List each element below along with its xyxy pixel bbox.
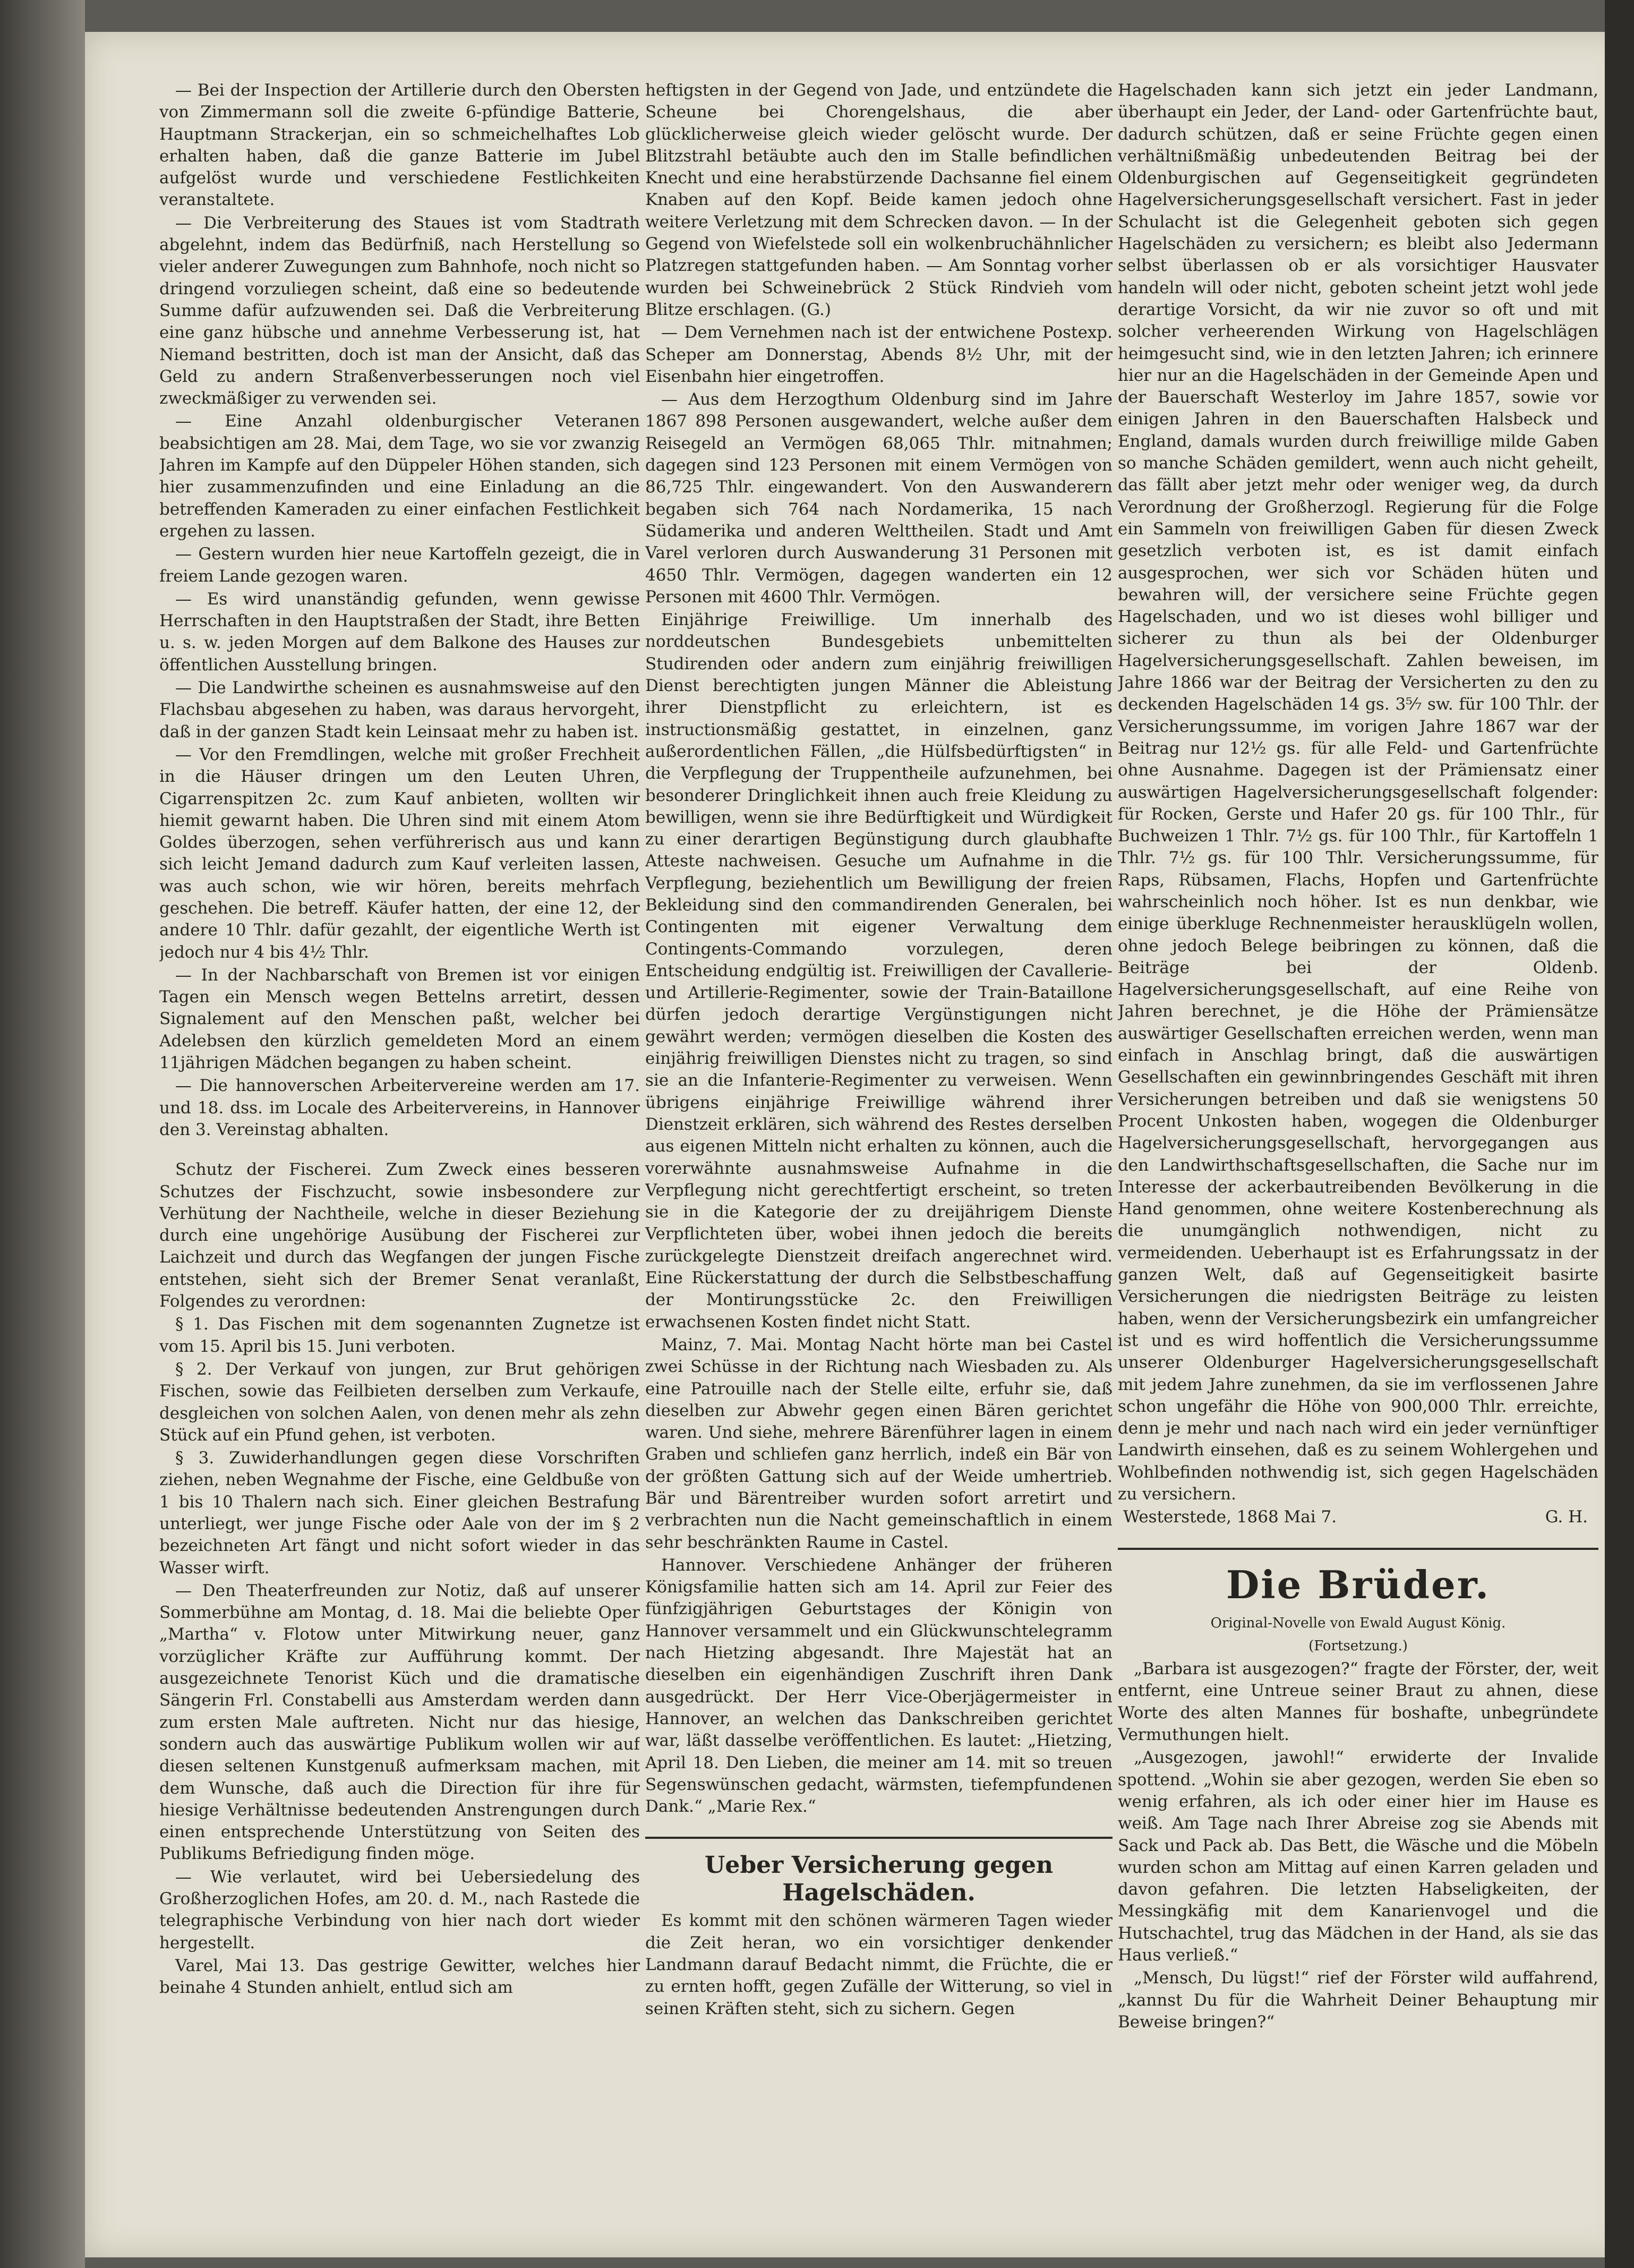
paragraph: — Vor den Fremdlingen, welche mit großer Frechheit in die Häuser dringen um den Leuten Uhren, Cigarrenspitzen 2c. zum Kauf anbieten, wollten wir hiemit gewarnt haben. Die Uhren sind mit einem Atom Goldes überzogen, sehen verführerisch aus und kann sich leicht Jemand dadurch zum Kauf verleiten lassen, was auch schon, wie wir hören, bereits mehrfach geschehen. Die betreff. Käufer hatten, der eine 12, der andere 10 Thlr. dafür gezahlt, der eigentliche Werth ist jedoch nur 4 bis 4½ Thlr. xyxy=(159,745,640,962)
newspaper-page xyxy=(85,32,1628,2257)
paragraph: Varel, Mai 13. Das gestrige Gewitter, welches hier beinahe 4 Stunden anhielt, entlud sich am xyxy=(159,1956,640,1998)
section-paragraph: Schutz der Fischerei. Zum Zweck eines besseren Schutzes der Fischzucht, sowie insbesondere zur Verhütung der Nachtheile, welche in dieser Beziehung durch eine ungehörige Ausübung der Fischerei zur Laichzeit und durch das Wegfangen der jungen Fische entstehen, sieht sich der Bremer Senat veranlaßt, Folgendes zu verordnen: xyxy=(159,1160,640,1311)
column-3 xyxy=(1118,80,1598,2247)
novel-title: Die Brüder. xyxy=(1226,1562,1491,1607)
paragraph: — Aus dem Herzogthum Oldenburg sind im Jahre 1867 898 Personen ausgewandert, welche außer dem Reisegeld an Vermögen 68,065 Thlr. mitnahmen; dagegen sind 123 Personen mit einem Vermögen von 86,725 Thlr. eingewandert. Von den Auswanderern begaben sich 764 nach Nordamerika, 15 nach Südamerika und anderen Welttheilen. Stadt und Amt Varel verloren durch Auswanderung 31 Personen mit 4650 Thlr. Vermögen, dagegen wanderten ein 12 Personen mit 4600 Thlr. Vermögen. xyxy=(645,390,1113,607)
paragraph: Hannover. Verschiedene Anhänger der früheren Königsfamilie hatten sich am 14. April zur Feier des fünfzigjährigen Geburtstages der Königin von Hannover versammelt und ein Glückwunschtelegramm nach Hietzing abgesandt. Ihre Majestät hat an dieselben ein eigenhändigen Zuschrift ihren Dank ausgedrückt. Der Herr Vice-Oberjägermeister in Hannover, an welchen das Dankschreiben gerichtet war, läßt dasselbe veröffentlichen. Es lautet: „Hietzing, April 18. Den Lieben, die meiner am 14. mit so treuen Segenswünschen gedacht, wärmsten, tiefempfundenen Dank.“ „Marie Rex.“ xyxy=(645,1555,1113,1817)
divider xyxy=(1118,1548,1598,1550)
novel-subtitle: Original-Novelle von Ewald August König. xyxy=(1210,1615,1506,1631)
paragraph: § 1. Das Fischen mit dem sogenannten Zugnetze ist vom 15. April bis 15. Juni verboten. xyxy=(159,1315,640,1356)
section-paragraph: Einjährige Freiwillige. Um innerhalb des norddeutschen Bundesgebiets unbemittelten Studirenden oder andern zum einjährig freiwilligen Dienst berechtigten jungen Männer die Ableistung ihrer Dienstpflicht zu erleichtern, ist es instructionsmäßig gestattet, in einzelnen, ganz außerordentlichen Fällen, „die Hülfsbedürftigsten“ in die Verpflegung der Truppentheile aufzunehmen, bei besonderer Dringlichkeit ihnen auch freie Kleidung zu bewilligen, wenn sie ihre Bedürftigkeit und Würdigkeit zu einer derartigen Begünstigung durch glaubhafte Atteste nachweisen. Gesuche um Aufnahme in die Verpflegung, beziehentlich um Bewilligung der freien Bekleidung sind den commandirenden Generalen, bei Contingenten mit eigener Verwaltung dem Contingents-Commando vorzulegen, deren Entscheidung endgültig ist. Freiwilligen der Cavallerie- und Artillerie-Regimenter, sowie der Train-Bataillone dürfen jedoch derartige Vergünstigungen nicht gewährt werden; vermögen dieselben die Kosten des einjährig freiwilligen Dienstes nicht zu tragen, so sind sie an die Infanterie-Regimenter zu verweisen. Wenn übrigens einjährige Freiwillige während ihrer Dienstzeit erklären, sich während des Restes derselben aus eigenen Mitteln nicht erhalten zu können, auch die vorerwähnte ausnahmsweise Aufnahme in die Verpflegung nicht gerechtfertigt erscheint, so treten sie in die Kategorie der zu dreijährigem Dienste Verpflichteten über, wobei ihnen jedoch die bereits zurückgelegte Dienstzeit dreifach angerechnet wird. Eine Rückerstattung der durch die Selbstbeschaffung der Montirungsstücke 2c. den Freiwilligen erwachsenen Kosten findet nicht Statt. xyxy=(645,610,1113,1332)
paragraph: § 3. Zuwiderhandlungen gegen diese Vorschriften ziehen, neben Wegnahme der Fische, eine Geldbuße von 1 bis 10 Thalern nach sich. Einer gleichen Bestrafung unterliegt, wer junge Fische oder Aale von der im § 2 bezeichneten Art fängt und nicht sofort wieder in das Wasser wirft. xyxy=(159,1448,640,1578)
scan-shadow-left xyxy=(0,0,85,2268)
paragraph: — Die hannoverschen Arbeitervereine werden am 17. und 18. dss. im Locale des Arbeitervereins, in Hannover den 3. Vereinstag abhalten. xyxy=(159,1076,640,1139)
paragraph: — Die Verbreiterung des Staues ist vom Stadtrath abgelehnt, indem das Bedürfniß, nach Herstellung so vieler anderer Zuwegungen zum Bahnhofe, noch nicht so dringend vorzuliegen scheint, daß eine so bedeutende Summe dafür aufzuwenden sei. Daß die Verbreiterung eine ganz hübsche und annehme Verbesserung ist, hat Niemand bestritten, doch ist man der Ansicht, daß das Geld zu andern Straßenverbesserungen noch viel zweckmäßiger zu verwenden sei. xyxy=(159,213,640,408)
column-2 xyxy=(645,80,1113,2247)
paragraph: — Den Theaterfreunden zur Notiz, daß auf unserer Sommerbühne am Montag, d. 18. Mai die beliebte Oper „Martha“ v. Flotow unter Mitwirkung neuer, ganz vorzüglicher Kräfte zur Aufführung kommt. Der ausgezeichnete Tenorist Küch und die dramatische Sängerin Frl. Constabelli aus Amsterdam werden dann zum ersten Male auftreten. Nicht nur das hiesige, sondern auch das auswärtige Publikum wollen wir auf diesen seltenen Kunstgenuß aufmerksam machen, mit dem Wunsche, daß auch die Direction für ihre für hiesige Verhältnisse bedeutenden Anstrengungen durch einen entsprechende Unterstützung von Seiten des Publikums Befriedigung finden möge. xyxy=(159,1581,640,1864)
paragraph: — Eine Anzahl oldenburgischer Veteranen beabsichtigen am 28. Mai, dem Tage, wo sie vor zwanzig Jahren im Kampfe auf den Düppeler Höhen standen, sich hier zusammenzufinden und eine Einladung an die betreffenden Kameraden zu einer einfachen Festlichkeit ergehen zu lassen. xyxy=(159,412,640,541)
novel-continuation: (Fortsetzung.) xyxy=(1308,1638,1408,1654)
signature-place-date: Westerstede, 1868 Mai 7. xyxy=(1123,1507,1337,1527)
paragraph: heftigsten in der Gegend von Jade, und entzündete die Scheune bei Chorengelshaus, die aber glücklicherweise gleich wieder gelöscht wurde. Der Blitzstrahl betäubte auch den im Stalle befindlichen Knecht und eine herabstürzende Dachsanne fiel einem Knaben auf den Kopf. Beide kamen jedoch ohne weitere Verletzung mit dem Schrecken davon. — In der Gegend von Wiefelstede soll ein wolkenbruchähnlicher Platzregen stattgefunden haben. — Am Sonntag vorher wurden bei Schweinebrück 2 Stück Rindvieh vom Blitze erschlagen. (G.) xyxy=(645,81,1113,319)
paragraph: — Bei der Inspection der Artillerie durch den Obersten von Zimmermann soll die zweite 6-pfündige Batterie, Hauptmann Strackerjan, ein so schmeichelhaftes Lob erhalten haben, daß die ganze Batterie im Jubel aufgelöst wurde und verschiedene Festlichkeiten veranstaltete. xyxy=(159,81,640,210)
divider xyxy=(645,1837,1113,1839)
paragraph: „Mensch, Du lügst!“ rief der Förster wild auffahrend, „kannst Du für die Wahrheit Deiner Behauptung mir Beweise bringen?“ xyxy=(1118,1968,1598,2032)
paragraph: — Es wird unanständig gefunden, wenn gewisse Herrschaften in den Hauptstraßen der Stadt, ihre Betten u. s. w. jeden Morgen auf dem Balkone des Hauses zur öffentlichen Ausstellung bringen. xyxy=(159,589,640,675)
paragraph: „Ausgezogen, jawohl!“ erwiderte der Invalide spottend. „Wohin sie aber gezogen, werden Sie eben so wenig erfahren, als ich oder einer hier im Hause es weiß. Am Tage nach Ihrer Abreise zog sie Abends mit Sack und Pack ab. Das Bett, die Wäsche und die Möbeln wurden schon am Mittag auf einen Karren geladen und davon gefahren. Die letzten Habseligkeiten, der Messingkäfig mit dem Kanarienvogel und die Hutschachtel, trug das Mädchen in der Hand, als sie das Haus verließ.“ xyxy=(1118,1748,1598,1965)
paragraph: Mainz, 7. Mai. Montag Nacht hörte man bei Castel zwei Schüsse in der Richtung nach Wiesbaden zu. Als eine Patrouille nach der Stelle eilte, erfuhr sie, daß dieselben zur Abwehr gegen einen Bären gerichtet waren. Und siehe, mehrere Bärenführer lagen in einem Graben und schliefen ganz herrlich, indeß ein Bär von der größten Gattung sich auf der Weide umhertrieb. Bär und Bärentreiber wurden sofort arretirt und verbrachten nun die Nacht gemeinschaftlich in einem sehr beschränkten Raume in Castel. xyxy=(645,1335,1113,1552)
paragraph: — Die Landwirthe scheinen es ausnahmsweise auf den Flachsbau abgesehen zu haben, was daraus hervorgeht, daß in der ganzen Stadt kein Leinsaat mehr zu haben ist. xyxy=(159,678,640,741)
signature-line xyxy=(1118,1506,1598,1528)
paragraph: „Barbara ist ausgezogen?“ fragte der Förster, der, weit entfernt, eine Untreue seiner Braut zu ahnen, diese Worte des alten Mannes für boshafte, unbegründete Vermuthungen hielt. xyxy=(1118,1659,1598,1745)
paragraph: — Wie verlautet, wird bei Uebersiedelung des Großherzoglichen Hofes, am 20. d. M., nach Rastede die telegraphische Verbindung von hier nach dort wieder hergestellt. xyxy=(159,1867,640,1952)
article-headline: Ueber Versicherung gegen Hagelschäden. xyxy=(705,1852,1053,1907)
column-1 xyxy=(159,80,640,2247)
paragraph: § 2. Der Verkauf von jungen, zur Brut gehörigen Fischen, sowie das Feilbieten derselben zum Verkaufe, desgleichen von solchen Aalen, von denen mehr als zehn Stück auf ein Pfund gehen, ist verboten. xyxy=(159,1359,640,1445)
paragraph: Es kommt mit den schönen wärmeren Tagen wieder die Zeit heran, wo ein vorsichtiger denkender Landmann darauf Bedacht nimmt, die Früchte, die er zu ernten hofft, gegen Zufälle der Witterung, so viel in seinen Kräften steht, sich zu sichern. Gegen xyxy=(645,1911,1113,2018)
signature-initials: G. H. xyxy=(1545,1507,1588,1527)
paragraph: — Dem Vernehmen nach ist der entwichene Postexp. Scheper am Donnerstag, Abends 8½ Uhr, mit der Eisenbahn hier eingetroffen. xyxy=(645,323,1113,386)
paragraph: Hagelschaden kann sich jetzt ein jeder Landmann, überhaupt ein Jeder, der Land- oder Gartenfrüchte baut, dadurch schützen, daß er seine Früchte gegen einen verhältnißmäßig unbedeutenden Beitrag bei der Oldenburgischen auf Gegenseitigkeit gegründeten Hagelversicherungsgesellschaft versichert. Fast in jeder Schulacht ist die Gelegenheit geboten sich gegen Hagelschäden zu versichern; es bleibt also Jedermann selbst überlassen ob er als vorsichtiger Hausvater handeln will oder nicht, geboten scheint jetzt wohl jede derartige Vorsicht, da wir nie zuvor so oft und mit solcher verheerenden Wirkung von Hagelschlägen heimgesucht sind, wie in den letzten Jahren; ich erinnere hier nur an die Hagelschäden in der Gemeinde Apen und der Bauerschaft Westerloy im Jahre 1857, sowie vor einigen Jahren in den Bauerschaften Halsbeck und England, damals wurden durch freiwillige milde Gaben so manche Schäden gemildert, wenn auch nicht geheilt, das fällt aber jetzt mehr oder weniger weg, da durch Verordnung der Großherzogl. Regierung für die Folge ein Sammeln von freiwilligen Gaben für diesen Zweck gesetzlich verboten ist, es ist damit einfach ausgesprochen, wer sich vor Schäden hüten und bewahren will, der versichere seine Früchte gegen Hagelschaden, und wo ist dieses wohl billiger und sicherer zu thun als bei der Oldenburger Hagelversicherungsgesellschaft. Zahlen beweisen, im Jahre 1866 war der Beitrag der Versicherten zu den zu deckenden Hagelschäden 14 gs. 3⁵⁄₇ sw. für 100 Thlr. der Versicherungssumme, im vorigen Jahre 1867 war der Beitrag nur 12½ gs. für alle Feld- und Gartenfrüchte ohne Ausnahme. Dagegen ist der Prämiensatz einer auswärtigen Hagelversicherungsgesellschaft folgender: für Rocken, Gerste und Hafer 20 gs. für 100 Thlr., für Buchweizen 1 Thlr. 7½ gs. für 100 Thlr., für Kartoffeln 1 Thlr. 7½ gs. für 100 Thlr. Versicherungssumme, für Raps, Rübsamen, Flachs, Hopfen und Gartenfrüchte wahrscheinlich noch höher. Ist es nun denkbar, wie einige überkluge Rechnenmeister herausklügeln wollen, ohne jedoch Belege beibringen zu können, daß die Beiträge bei der Oldenb. Hagelversicherungsgesellschaft, auf eine Reihe von Jahren berechnet, je die Höhe der Prämiensätze auswärtiger Gesellschaften erreichen werden, wenn man einfach in Anschlag bringt, daß die auswärtigen Gesellschaften ein gewinnbringendes Geschäft mit ihren Versicherungen betreiben und daß sie wenigstens 50 Procent Unkosten haben, wogegen die Oldenburger Hagelversicherungsgesellschaft, hervorgegangen aus den Landwirthschaftsgesellschaften, die Sache nur im Interesse der ackerbautreibenden Bevölkerung in die Hand genommen, ohne weitere Kostenberechnung als die unumgänglich nothwendigen, nicht zu vermeidenden. Ueberhaupt ist es Erfahrungssatz in der ganzen Welt, daß auf Gegenseitigkeit basirte Versicherungen die niedrigsten Beiträge zu leisten haben, wenn der Versicherungsbezirk ein umfangreicher ist und es wird hoffentlich die Versicherungssumme unserer Oldenburger Hagelversicherungsgesellschaft mit jedem Jahre zunehmen, da sie im verflossenen Jahre schon ungefähr die Höhe von 900,000 Thlr. erreichte, denn je mehr und nach nach wird ein jeder vernünftiger Landwirth einsehen, daß es zu seinem Wohlergehen und Wohlbefinden nothwendig ist, sich gegen Hagelschäden zu versichern. xyxy=(1118,81,1598,1504)
paragraph: — In der Nachbarschaft von Bremen ist vor einigen Tagen ein Mensch wegen Bettelns arretirt, dessen Signalement auf den Menschen paßt, welcher bei Adelebsen den kürzlich gemeldeten Mord an einem 11jährigen Mädchen begangen zu haben scheint. xyxy=(159,965,640,1073)
scan-edge-right xyxy=(1605,0,1634,2268)
paragraph: — Gestern wurden hier neue Kartoffeln gezeigt, die in freiem Lande gezogen waren. xyxy=(159,544,640,586)
